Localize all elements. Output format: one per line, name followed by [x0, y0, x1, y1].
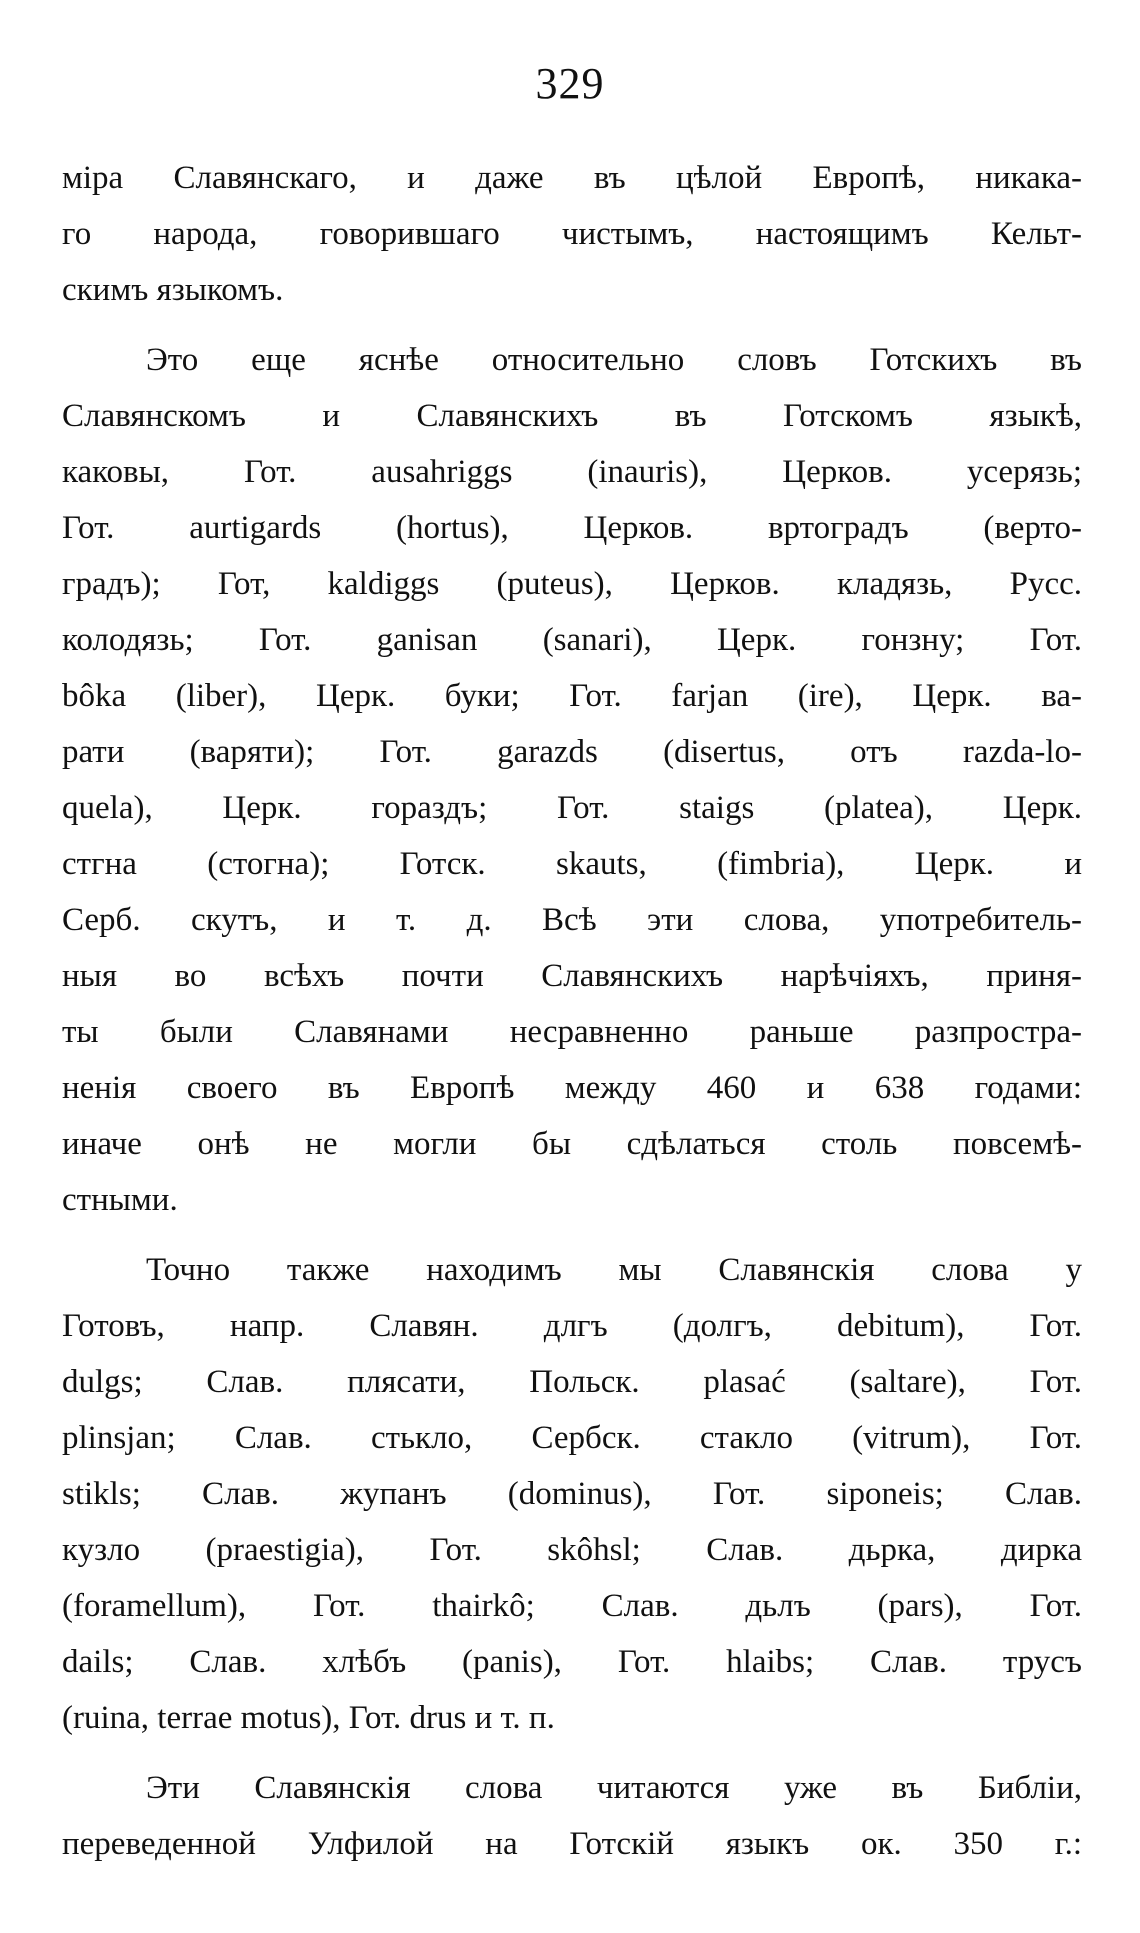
text-line: dulgs; Слав. плясати, Польск. plasać (saltare), Гот. [62, 1364, 1082, 1400]
text-line: Это еще яснѣе относительно словъ Готскихъ въ [146, 342, 1082, 378]
text-line: stikls; Слав. жупанъ (dominus), Гот. siponeis; Слав. [62, 1476, 1082, 1512]
text-line: Серб. скутъ, и т. д. Всѣ эти слова, употребитель- [62, 902, 1082, 938]
text-line: кузло (praestigia), Гот. skôhsl; Слав. дьрка, дирка [62, 1532, 1082, 1568]
text-line: стгна (стогна); Готск. skauts, (fimbria), Церк. и [62, 846, 1082, 882]
text-line: Славянскомъ и Славянскихъ въ Готскомъ языкѣ, [62, 398, 1082, 434]
text-line: Гот. aurtigards (hortus), Церков. вртоградъ (верто- [62, 510, 1082, 546]
text-line: dails; Слав. хлѣбъ (panis), Гот. hlaibs; Слав. трусъ [62, 1644, 1082, 1680]
text-line: ты были Славянами несравненно раньше разпростра- [62, 1014, 1082, 1050]
text-line: quela), Церк. гораздъ; Гот. staigs (platea), Церк. [62, 790, 1082, 826]
text-line: стными. [62, 1182, 178, 1218]
text-line: міра Славянскаго, и даже въ цѣлой Европѣ, никака- [62, 160, 1082, 196]
text-line: каковы, Гот. ausahriggs (inauris), Церков. усерязь; [62, 454, 1082, 490]
text-line: го народа, говорившаго чистымъ, настоящимъ Кельт- [62, 216, 1082, 252]
body-text [62, 150, 1082, 1872]
text-line: Эти Славянскія слова читаются уже въ Библіи, [146, 1770, 1082, 1806]
text-line: колодязь; Гот. ganisan (sanari), Церк. гонзну; Гот. [62, 622, 1082, 658]
text-line: ныя во всѣхъ почти Славянскихъ нарѣчіяхъ, приня- [62, 958, 1082, 994]
text-line: plinsjan; Слав. стькло, Сербск. стакло (vitrum), Гот. [62, 1420, 1082, 1456]
text-line: иначе онѣ не могли бы сдѣлаться столь повсемѣ- [62, 1126, 1082, 1162]
text-line: Точно также находимъ мы Славянскія слова у [146, 1252, 1082, 1288]
text-line: переведенной Улфилой на Готскій языкъ ок. 350 г.: [62, 1826, 1082, 1862]
text-line: рати (варяти); Гот. garazds (disertus, отъ razda-lo- [62, 734, 1082, 770]
paragraph-1 [62, 150, 1082, 318]
text-line: bôka (liber), Церк. буки; Гот. farjan (ire), Церк. ва- [62, 678, 1082, 714]
text-line: градъ); Гот, kaldiggs (puteus), Церков. кладязь, Русс. [62, 566, 1082, 602]
text-line: ненія своего въ Европѣ между 460 и 638 годами: [62, 1070, 1082, 1106]
paragraph-2 [62, 332, 1082, 1228]
text-line: (ruina, terrae motus), Гот. drus и т. п. [62, 1700, 555, 1736]
text-line: скимъ языкомъ. [62, 272, 284, 308]
text-line: (foramellum), Гот. thairkô; Слав. дьлъ (pars), Гот. [62, 1588, 1082, 1624]
paragraph-3 [62, 1242, 1082, 1746]
text-line: Готовъ, напр. Славян. длгъ (долгъ, debitum), Гот. [62, 1308, 1082, 1344]
paragraph-4 [62, 1760, 1082, 1872]
page-number: 329 [535, 59, 605, 108]
